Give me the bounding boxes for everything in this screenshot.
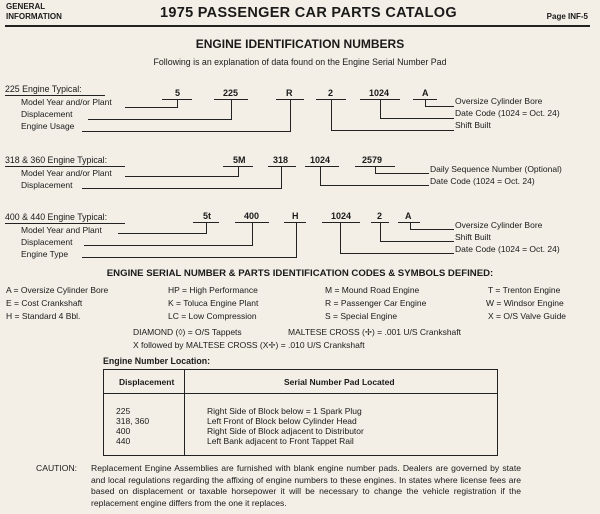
codes-heading: ENGINE SERIAL NUMBER & PARTS IDENTIFICATION CODES & SYMBOLS DEFINED: <box>106 268 494 279</box>
right-label: Date Code (1024 = Oct. 24) <box>455 108 560 118</box>
table-header-rule <box>104 393 497 394</box>
table-cell: 440 <box>116 436 131 446</box>
section-heading: ENGINE IDENTIFICATION NUMBERS <box>195 37 405 51</box>
left-label: Engine Usage <box>21 121 75 131</box>
code-value: 5t <box>203 211 212 221</box>
left-label: Engine Type <box>21 249 69 259</box>
table-cell: 400 <box>116 426 131 436</box>
x-maltese-cross-symbol: X followed by MALTESE CROSS (X✢) = .010 U/S Crankshaft <box>133 340 365 350</box>
table-cell: Left Front of Block below Cylinder Head <box>207 416 357 426</box>
left-label: Displacement <box>21 109 73 119</box>
code-value: A <box>405 211 412 221</box>
code-value: 225 <box>223 88 239 98</box>
section-label-line2: INFORMATION <box>6 12 62 21</box>
table-cell: 318, 360 <box>116 416 150 426</box>
table-cell: Left Bank adjacent to Front Tappet Rail <box>207 436 354 446</box>
code-value: 1024 <box>310 155 331 165</box>
right-label: Shift Built <box>455 232 491 242</box>
caution-text: Replacement Engine Assemblies are furnished with blank engine number pads. Dealers are governed by state and local regulations regarding the affixing of engine numbers to these engines. In states where license fees are based on displacement or taxable horsepower it will be necessary to change the vehicle registration if the replacement engine differs from the one it replaces. <box>91 463 521 508</box>
left-label: Model Year and/or Plant <box>21 168 112 178</box>
maltese-cross-symbol: MALTESE CROSS (✢) = .001 U/S Crankshaft <box>288 327 462 337</box>
section-subtitle: Following is an explanation of data found on the Engine Serial Number Pad <box>153 57 447 67</box>
code-value: 2579 <box>362 155 383 165</box>
code-definition: HP = High Performance <box>168 285 258 295</box>
code-value: A <box>422 88 429 98</box>
catalog-title: 1975 PASSENGER CAR PARTS CATALOG <box>160 5 457 21</box>
code-value: 318 <box>273 155 289 165</box>
code-value: 1024 <box>331 211 352 221</box>
column-header: Serial Number Pad Located <box>284 377 395 387</box>
code-value: R <box>286 88 293 98</box>
right-label: Daily Sequence Number (Optional) <box>430 164 562 174</box>
location-heading: Engine Number Location: <box>103 356 211 366</box>
right-label: Date Code (1024 = Oct. 24) <box>455 244 560 254</box>
left-label: Displacement <box>21 237 73 247</box>
right-label: Oversize Cylinder Bore <box>455 96 543 106</box>
location-table <box>103 369 498 456</box>
code-definition: K = Toluca Engine Plant <box>168 298 259 308</box>
code-value: 2 <box>328 88 334 98</box>
title-underline <box>5 95 105 96</box>
table-cell: Right Side of Block adjacent to Distributor <box>207 426 364 436</box>
code-value: 1024 <box>369 88 390 98</box>
right-label: Date Code (1024 = Oct. 24) <box>430 176 535 186</box>
right-label: Shift Built <box>455 120 491 130</box>
code-value: 400 <box>244 211 260 221</box>
code-definition: W = Windsor Engine <box>486 298 564 308</box>
code-value: H <box>292 211 299 221</box>
header-rule <box>5 25 590 27</box>
code-definition: A = Oversize Cylinder Bore <box>6 285 109 295</box>
code-definition: E = Cost Crankshaft <box>6 298 83 308</box>
table-column-rule <box>184 370 185 455</box>
section-label <box>6 2 62 22</box>
example-title: 400 & 440 Engine Typical: <box>5 212 108 222</box>
caution-label: CAUTION: <box>36 463 78 473</box>
table-cell: 225 <box>116 406 131 416</box>
code-definition: X = O/S Valve Guide <box>488 311 567 321</box>
left-label: Model Year and Plant <box>21 225 102 235</box>
left-label: Displacement <box>21 180 73 190</box>
code-value: 5M <box>233 155 246 165</box>
section-label-line1: GENERAL <box>6 2 46 11</box>
code-definition: R = Passenger Car Engine <box>325 298 427 308</box>
code-value: 5 <box>175 88 181 98</box>
diamond-symbol: DIAMOND (◊) = O/S Tappets <box>133 327 242 337</box>
code-value: 2 <box>377 211 383 221</box>
right-label: Oversize Cylinder Bore <box>455 220 543 230</box>
example-title: 225 Engine Typical: <box>5 84 82 94</box>
table-cell: Right Side of Block below = 1 Spark Plug <box>207 406 362 416</box>
code-definition: LC = Low Compression <box>168 311 257 321</box>
code-definition: H = Standard 4 Bbl. <box>6 311 81 321</box>
code-definition: S = Special Engine <box>325 311 398 321</box>
code-definition: M = Mound Road Engine <box>325 285 420 295</box>
code-definition: T = Trenton Engine <box>488 285 561 295</box>
left-label: Model Year and/or Plant <box>21 97 112 107</box>
column-header: Displacement <box>119 377 175 387</box>
example-title: 318 & 360 Engine Typical: <box>5 155 108 165</box>
page-number: Page INF-5 <box>546 12 588 21</box>
